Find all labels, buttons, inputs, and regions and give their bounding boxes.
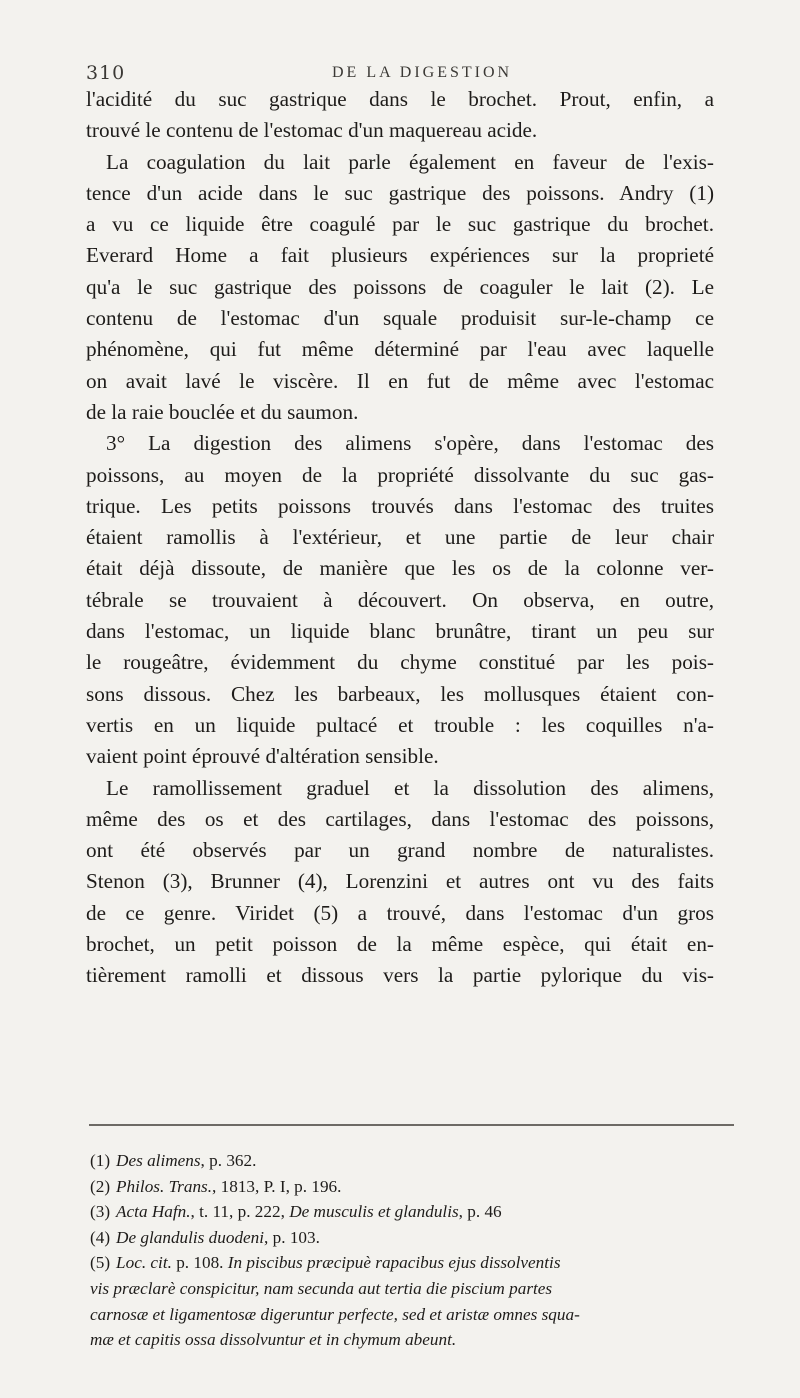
text-line: trique. Les petits poissons trouvés dans l'estomac des truites [86, 493, 714, 518]
footnote-number: (4) [90, 1227, 111, 1247]
text-line: La coagulation du lait parle également en faveur de l'exis- [106, 149, 714, 174]
footnote-citation: Des alimens [116, 1151, 201, 1170]
footnote-text: , p. 103. [264, 1227, 320, 1247]
text-line: on avait lavé le viscère. Il en fut de même avec l'estomac [86, 368, 714, 393]
footnote-number: (5) [90, 1253, 111, 1273]
footnote-citation: vis præclarè conspicitur, nam secunda aut tertia die piscium partes [90, 1278, 553, 1298]
footnotes [90, 1148, 738, 1353]
text-line: dans l'estomac, un liquide blanc brunâtre, tirant un peu sur [86, 619, 714, 644]
text-line: qu'a le suc gastrique des poissons de coaguler le lait (2). Le [86, 274, 714, 299]
text-line: sons dissous. Chez les barbeaux, les mollusques étaient con- [86, 681, 714, 706]
footnote-line [90, 1148, 738, 1174]
footnote-number: (2) [90, 1176, 111, 1196]
running-head: DE LA DIGESTION [332, 64, 513, 81]
text-line: poissons, au moyen de la propriété dissolvante du suc gas- [86, 462, 714, 487]
footnote-citation: In piscibus præcipuè rapacibus ejus dissolventis [227, 1253, 561, 1273]
text-line: même des os et des cartilages, dans l'estomac des poissons, [86, 806, 714, 831]
footnote-citation: carnosæ et ligamentosæ digeruntur perfecte, sed et aristæ omnes squa- [90, 1304, 580, 1324]
text-line: contenu de l'estomac d'un squale produisit sur-le-champ ce [86, 306, 714, 331]
text-line: vaient point éprouvé d'altération sensible. [86, 744, 439, 769]
text-line: tièrement ramolli et dissous vers la partie pylorique du vis- [86, 963, 714, 988]
footnote-citation: De musculis et glandulis [289, 1202, 459, 1222]
footnote-number: (1) [90, 1151, 111, 1170]
footnote-line [90, 1276, 738, 1302]
text-line: tébrale se trouvaient à découvert. On observa, en outre, [86, 587, 714, 612]
text-line: tence d'un acide dans le suc gastrique des poissons. Andry (1) [86, 180, 714, 205]
text-line: vertis en un liquide pultacé et trouble : les coquilles n'a- [86, 712, 714, 737]
footnote-line [90, 1327, 738, 1353]
footnote-text: , t. 11, p. 222, [190, 1202, 290, 1222]
footnote-citation: Acta Hafn. [116, 1202, 191, 1222]
text-line: trouvé le contenu de l'estomac d'un maquereau acide. [86, 118, 538, 143]
text-line: ont été observés par un grand nombre de naturalistes. [86, 838, 714, 863]
footnote-text: , 1813, P. I, p. 196. [212, 1176, 342, 1196]
text-line: de la raie bouclée et du saumon. [86, 399, 359, 424]
footnote-line [90, 1199, 738, 1225]
text-line: de ce genre. Viridet (5) a trouvé, dans l'estomac d'un gros [86, 900, 714, 925]
page-number: 310 [86, 62, 126, 84]
text-line: étaient ramollis à l'extérieur, et une partie de leur chair [86, 525, 714, 550]
text-line: a vu ce liquide être coagulé par le suc gastrique du brochet. [86, 212, 714, 237]
footnote-text: , p. 362. [200, 1151, 257, 1170]
footnote-citation: De glandulis duodeni [116, 1227, 265, 1247]
footnote-line [90, 1250, 738, 1276]
text-line: Stenon (3), Brunner (4), Lorenzini et autres ont vu des faits [86, 869, 714, 894]
text-line: l'acidité du suc gastrique dans le brochet. Prout, enfin, a [86, 87, 714, 111]
text-line: Le ramollissement graduel et la dissolution des alimens, [106, 775, 714, 800]
footnote-line [90, 1302, 738, 1328]
text-line: était déjà dissoute, de manière que les os de la colonne ver- [86, 556, 714, 581]
main-text [86, 84, 714, 992]
text-line: 3° La digestion des alimens s'opère, dans l'estomac des [106, 431, 714, 456]
text-line: phénomène, qui fut même déterminé par l'eau avec laquelle [86, 337, 714, 362]
footnote-text: p. 108. [171, 1253, 228, 1273]
footnote-divider [89, 1124, 734, 1126]
footnote-line [90, 1174, 738, 1200]
footnote-number: (3) [90, 1202, 111, 1222]
footnote-citation: Philos. Trans. [116, 1176, 213, 1196]
text-line: Everard Home a fait plusieurs expériences sur la proprieté [86, 243, 714, 268]
footnote-line [90, 1225, 738, 1251]
footnote-citation: mæ et capitis ossa dissolvuntur et in chymum abeunt. [90, 1330, 457, 1350]
text-line: le rougeâtre, évidemment du chyme constitué par les pois- [86, 650, 714, 675]
footnote-citation: Loc. cit. [116, 1253, 172, 1273]
footnote-text: , p. 46 [458, 1202, 502, 1222]
text-line: brochet, un petit poisson de la même espèce, qui était en- [86, 932, 714, 957]
